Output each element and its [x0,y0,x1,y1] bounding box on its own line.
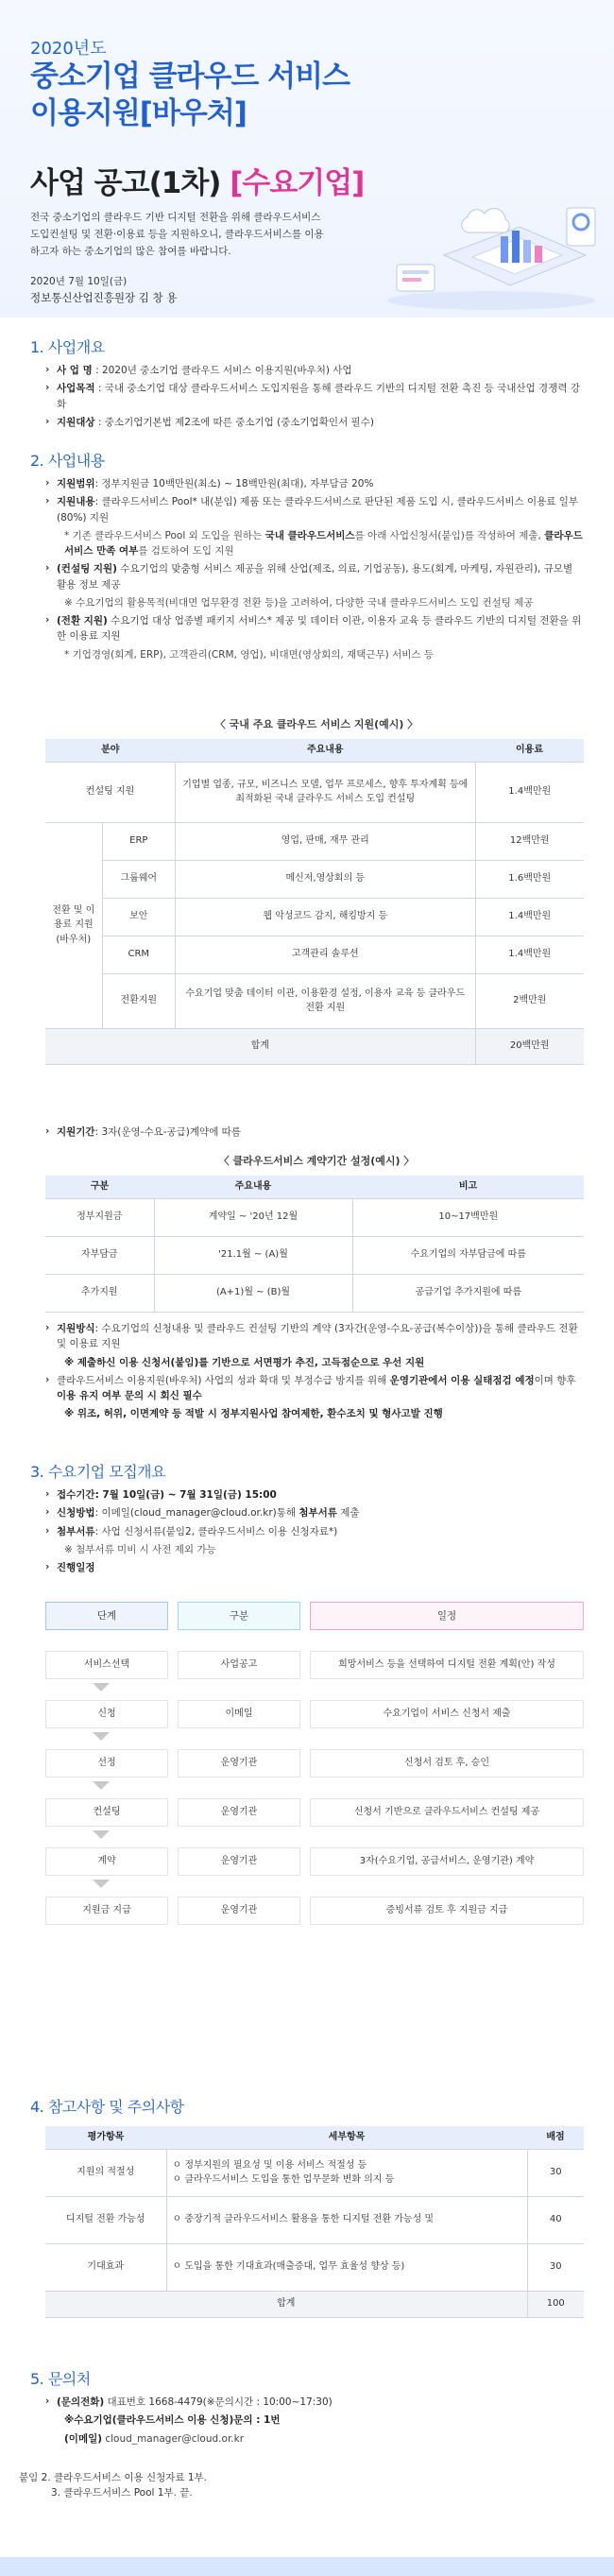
cell-line: ㅇ 정부지원의 필요성 및 이용 서비스 적절성 등 [172,2159,367,2171]
item-label: 접수기간 [57,1489,95,1501]
cell: 컨설팅 지원 [45,762,176,822]
item-text: : 사업 신청서류(붙임2, 클라우드서비스 이용 신청자료*) [94,1525,338,1537]
item-label: 지원내용 [57,496,95,508]
cell: 수요기업의 자부담금에 따름 [352,1236,584,1274]
table-total-row [45,2291,584,2317]
cell: 전환지원 [102,973,176,1028]
overview-item [45,363,584,378]
flow-kind: 이메일 [178,1700,300,1728]
hero-date: 2020년 7월 10일(금) [30,276,128,287]
flow-desc: 신청서 검토 후, 승인 [310,1749,584,1777]
support-note [45,528,584,559]
item-label: (문의전화) [57,2396,105,2408]
support-method-item [45,1321,584,1352]
support-content [45,494,584,525]
section-1-content [45,363,584,433]
section-4-title: 4. 참고사항 및 주의사항 [30,2098,184,2116]
item-text: : 7월 10일(금) ~ 7월 31일(금) 15:00 [94,1489,277,1501]
cell: 기업별 업종, 규모, 비즈니스 모델, 업무 프로세스, 향후 투자계획 등에 최적화된 국내 클라우드 서비스 도입 컨설팅 [176,762,475,822]
flow-row [45,1847,584,1876]
table-total-row [45,1028,584,1064]
item-text: 대표번호 1668-4479(※문의시간 : 10:00~17:30) [104,2396,333,2408]
item-label: 지원범위 [57,478,95,489]
overview-text: : 중소기업기본법 제2조에 따른 중소기업 (중소기업확인서 필수) [97,416,374,428]
flow-kind: 운영기관 [178,1798,300,1827]
table-row [45,762,584,822]
cell: 12백만원 [475,822,584,860]
total-value: 100 [527,2291,584,2317]
item-label: 신청방법 [57,1507,95,1520]
flow-desc: 수요기업이 서비스 신청서 제출 [310,1700,584,1728]
schedule-flow [45,1602,584,1925]
section-5-title: 5. 문의처 [30,2370,91,2388]
table-row [45,973,584,1028]
table-row [45,1274,584,1312]
item-bold: 첨부서류 [298,1507,337,1520]
hero-title-main: 사업 공고(1차) [30,166,221,200]
cell: 웹 악성코드 감지, 해킹방지 등 [176,898,475,936]
table-header-row [45,2126,584,2149]
cell: 10~17백만원 [352,1198,584,1236]
item-bold: 운영기관에서 이용 실태점검 예정 [389,1374,535,1386]
cloud-dashboard-illustration [378,198,605,312]
cell-line: ㅇ 클라우드서비스 도입을 통한 업무문화 변화 의지 등 [172,2174,395,2185]
overview-item [45,381,584,412]
cell: 정부지원금 [45,1198,154,1236]
total-value: 20백만원 [475,1028,584,1064]
flow-desc: 증빙서류 검토 후 지원금 지급 [310,1897,584,1925]
contact-phone-note: ※수요기업(클라우드서비스 이용 신청)문의 : 1번 [64,2414,281,2427]
cell: ERP [102,822,176,860]
cell: (A+1)월 ~ (B)월 [154,1274,352,1312]
item-text: 수요기업의 맞춤형 서비스 제공을 위해 산업(제조, 의료, 기업공동), 용도(회계, 마케팅, 자원관리), 규모별 활용 정보 제공 [57,563,573,591]
header-cell: 이용료 [475,739,584,762]
cell: 2백만원 [475,973,584,1028]
hero-title-line3 [30,161,364,206]
flow-arrow-icon [93,1830,110,1839]
overview-label: 사 업 명 [57,365,93,376]
flow-header-desc: 일정 [310,1602,584,1630]
application-method [45,1505,584,1520]
table-row [45,936,584,973]
support-range [45,476,584,491]
hero-title-line1: 중소기업 클라우드 서비스 [30,60,350,94]
table-2-caption: 〈 클라우드서비스 계약기간 설정(예시) 〉 [218,1155,415,1167]
cell: 기대효과 [45,2243,166,2291]
attachments [45,1524,584,1539]
hero-year: 2020년도 [30,39,107,59]
flow-header [45,1602,584,1630]
note-bold: 클라우드서비스 만족 여부 [64,529,583,558]
item-text: 클라우드서비스 이용지원(바우처) 사업의 성과 확대 및 부정수급 방지를 위해 [57,1374,390,1386]
attachments-list [19,2470,586,2501]
cell: 수요기업 맞춤 데이터 이관, 이용환경 설정, 이용자 교육 등 클라우드 전환 지원 [176,973,475,1028]
flow-step: 컨설팅 [45,1798,168,1827]
support-period-item [45,1125,584,1140]
overview-text: : 2020년 중소기업 클라우드 서비스 이용지원(바우처) 사업 [95,365,352,376]
item-text: : 3자(운영-수요-공급)계약에 따름 [94,1126,241,1138]
note-bold: 국내 클라우드서비스 [264,529,355,541]
consulting-support [45,561,584,592]
cell: 추가지원 [45,1274,154,1312]
cell: 1.6백만원 [475,860,584,898]
overview-label: 사업목적 [57,383,95,395]
section-5-content [45,2395,584,2449]
header-cell: 평가항목 [45,2126,166,2149]
group-cell: 전환 및 이용료 지원 (바우처) [45,822,102,1028]
cell: '21.1월 ~ (A)월 [154,1236,352,1274]
contact-phone [45,2395,584,2410]
header-cell: 구분 [45,1176,154,1198]
flow-header-step: 단계 [45,1602,168,1630]
footer-band [0,2557,614,2576]
attachment-line: 3. 클라우드서비스 Pool 1부. 끝. [51,2487,193,2499]
flow-row [45,1700,584,1728]
note-text: * 기존 클라우드서비스 Pool 외 도입을 원하는 [64,529,265,541]
flow-step: 서비스선택 [45,1651,168,1679]
cell: 40 [527,2196,584,2243]
table-row [45,1236,584,1274]
table-row [45,2196,584,2243]
header-cell: 배점 [527,2126,584,2149]
hero-org: 정보통신산업진흥원장 김 창 용 [30,291,178,304]
table-row [45,2149,584,2196]
item-bold: 이용 유지 여부 문의 시 회신 필수 [57,1390,202,1402]
flow-arrow-icon [93,1732,110,1741]
note-text: 를 검토하여 도입 지원 [138,545,234,558]
flow-row [45,1798,584,1827]
flow-arrow-icon [93,1781,110,1790]
hero-intro: 전국 중소기업의 클라우드 기반 디지털 전환을 위해 클라우드서비스 도입컨설팅 및 전환·이용료 등을 지원하오니, 클라우드서비스를 이용하고자 하는 중소기업의 많은 참여를 바랍니다. [30,212,324,257]
attachment-line: 붙임 2. 클라우드서비스 이용 신청자료 1부. [19,2472,208,2483]
cell: ㅇ 중장기적 클라우드서비스 활용을 통한 디지털 전환 가능성 및 [166,2196,527,2243]
flow-kind: 운영기관 [178,1897,300,1925]
flow-header-kind: 구분 [178,1602,300,1630]
item-label: (전환 지원) [57,615,108,627]
item-label: (이메일) [64,2432,103,2445]
header-cell: 분야 [45,739,176,762]
reception-period [45,1487,584,1503]
consulting-note: ※ 수요기업의 활용목적(비대면 업무환경 전환 등)을 고려하여, 다양한 국내 클라우드서비스 도입 컨설팅 제공 [64,596,534,609]
flow-arrow-icon [93,1683,110,1692]
cell: 계약일 ~ '20년 12월 [154,1198,352,1236]
cell: 고객관리 솔루션 [176,936,475,973]
item-text: 이며 향후 [534,1374,576,1386]
hero-banner [0,0,614,318]
cell: 1.4백만원 [475,762,584,822]
cell: 보안 [102,898,176,936]
cell: 지원의 적절성 [45,2149,166,2196]
flow-arrow-icon [93,1880,110,1888]
cell: 공급기업 추가지원에 따름 [352,1274,584,1312]
contact-email [45,2431,584,2447]
flow-desc: 3자(수요기업, 공급서비스, 운영기관) 계약 [310,1847,584,1876]
table-row [45,898,584,936]
table-header-row [45,739,584,762]
note-text: 를 아래 사업신청서(붙임)를 작성하여 제출, [354,529,545,541]
overview-item [45,415,584,430]
inspection-item [45,1373,584,1404]
service-table [45,739,584,1065]
item-text: : 이메일(cloud_manager@cloud.or.kr)통해 [94,1507,299,1520]
schedule-label: › 진행일정 [45,1560,584,1575]
cell: 메신저,영상회의 등 [176,860,475,898]
section-2-content [45,476,584,665]
item-text: : 클라우드서비스 Pool* 내(분임) 제품 또는 클라우드서비스로 판단된 제품 도입 시, 클라우드서비스 이용료 일부(80%) 지원 [57,496,579,524]
flow-step: 신청 [45,1700,168,1728]
section-2-title: 2. 사업내용 [30,452,105,470]
attachments-note: ※ 첨부서류 미비 시 사전 제외 가능 [64,1543,216,1555]
header-cell: 비고 [352,1176,584,1198]
section-3-title: 3. 수요기업 모집개요 [30,1463,166,1481]
transition-note: * 기업경영(회계, ERP), 고객관리(CRM, 영업), 비대면(영상회의, 재택근무) 서비스 등 [64,648,435,661]
flow-step: 계약 [45,1847,168,1876]
section-1-title: 1. 사업개요 [30,338,105,356]
cell: 영업, 판매, 재무 관리 [176,822,475,860]
cell: ㅇ 도입을 통한 기대효과(매출증대, 업무 효율성 향상 등) [166,2243,527,2291]
table-row [45,822,584,860]
cell: 자부담금 [45,1236,154,1274]
evaluation-table [45,2126,584,2318]
header-cell: 주요내용 [176,739,475,762]
item-label: 첨부서류 [57,1525,95,1537]
item-text: cloud_manager@cloud.or.kr [102,2432,245,2445]
flow-row [45,1651,584,1679]
hero-title [30,59,350,132]
flow-kind: 운영기관 [178,1847,300,1876]
item-label: 지원방식 [57,1323,95,1334]
section-3-content [45,1487,584,1578]
total-label: 합계 [45,2291,527,2317]
table-header-row [45,1176,584,1198]
table-1-caption: 〈 국내 주요 클라우드 서비스 지원(예시) 〉 [214,718,418,730]
cell [166,2149,527,2196]
flow-desc: 신청서 기반으로 클라우드서비스 컨설팅 제공 [310,1798,584,1827]
support-method-note: ※ 제출하신 이용 신청서(붙임)를 기반으로 서면평가 추진, 고득점순으로 우선 지원 [64,1356,425,1368]
cell: 1.4백만원 [475,936,584,973]
support-period [45,1125,584,1142]
flow-row [45,1749,584,1777]
overview-text: : 국내 중소기업 대상 클라우드서비스 도입지원을 통해 클라우드 기반의 디지털 전환 촉진 등 국내산업 경쟁력 강화 [57,383,580,410]
cell: 1.4백만원 [475,898,584,936]
header-cell: 세부항목 [166,2126,527,2149]
penalty-note: ※ 위조, 허위, 이면계약 등 적발 시 정부지원사업 참여제한, 환수조치 및 형사고발 진행 [64,1408,443,1420]
cell: 그룹웨어 [102,860,176,898]
header-cell: 주요내용 [154,1176,352,1198]
item-text: 제출 [336,1507,360,1520]
contract-table [45,1176,584,1313]
cell: 디지털 전환 가능성 [45,2196,166,2243]
item-text: : 정부지원금 10백만원(최소) ~ 18백만원(최대), 자부담금 20% [94,478,374,489]
flow-step: 선정 [45,1749,168,1777]
item-text: 수요기업 대상 업종별 패키지 서비스* 제공 및 데이터 이관, 이용자 교육 등 클라우드 기반의 디지털 전환을 위한 이용료 지원 [57,615,582,643]
cell: CRM [102,936,176,973]
transition-support [45,613,584,644]
flow-step: 지원금 지급 [45,1897,168,1925]
hero-title-highlight: [수요기업] [230,166,365,200]
item-text: : 수요기업의 신청내용 및 클라우드 컨설팅 기반의 계약 (3자간(운영-수요-공급(복수이상))을 통해 클라우드 전환 및 이용료 지원 [57,1323,578,1350]
table-row [45,1198,584,1236]
flow-kind: 운영기관 [178,1749,300,1777]
support-method [45,1321,584,1425]
flow-kind: 사업공고 [178,1651,300,1679]
item-label: 지원기간 [57,1126,95,1138]
cell: 30 [527,2243,584,2291]
total-label: 합계 [45,1028,475,1064]
table-row [45,860,584,898]
overview-label: 지원대상 [57,416,95,428]
flow-row [45,1897,584,1925]
table-row [45,2243,584,2291]
hero-title-line2: 이용지원[바우처] [30,95,247,130]
cell: 30 [527,2149,584,2196]
flow-desc: 희망서비스 등을 선택하여 디지털 전환 계획(안) 작성 [310,1651,584,1679]
item-label: (컨설팅 지원) [57,563,117,575]
